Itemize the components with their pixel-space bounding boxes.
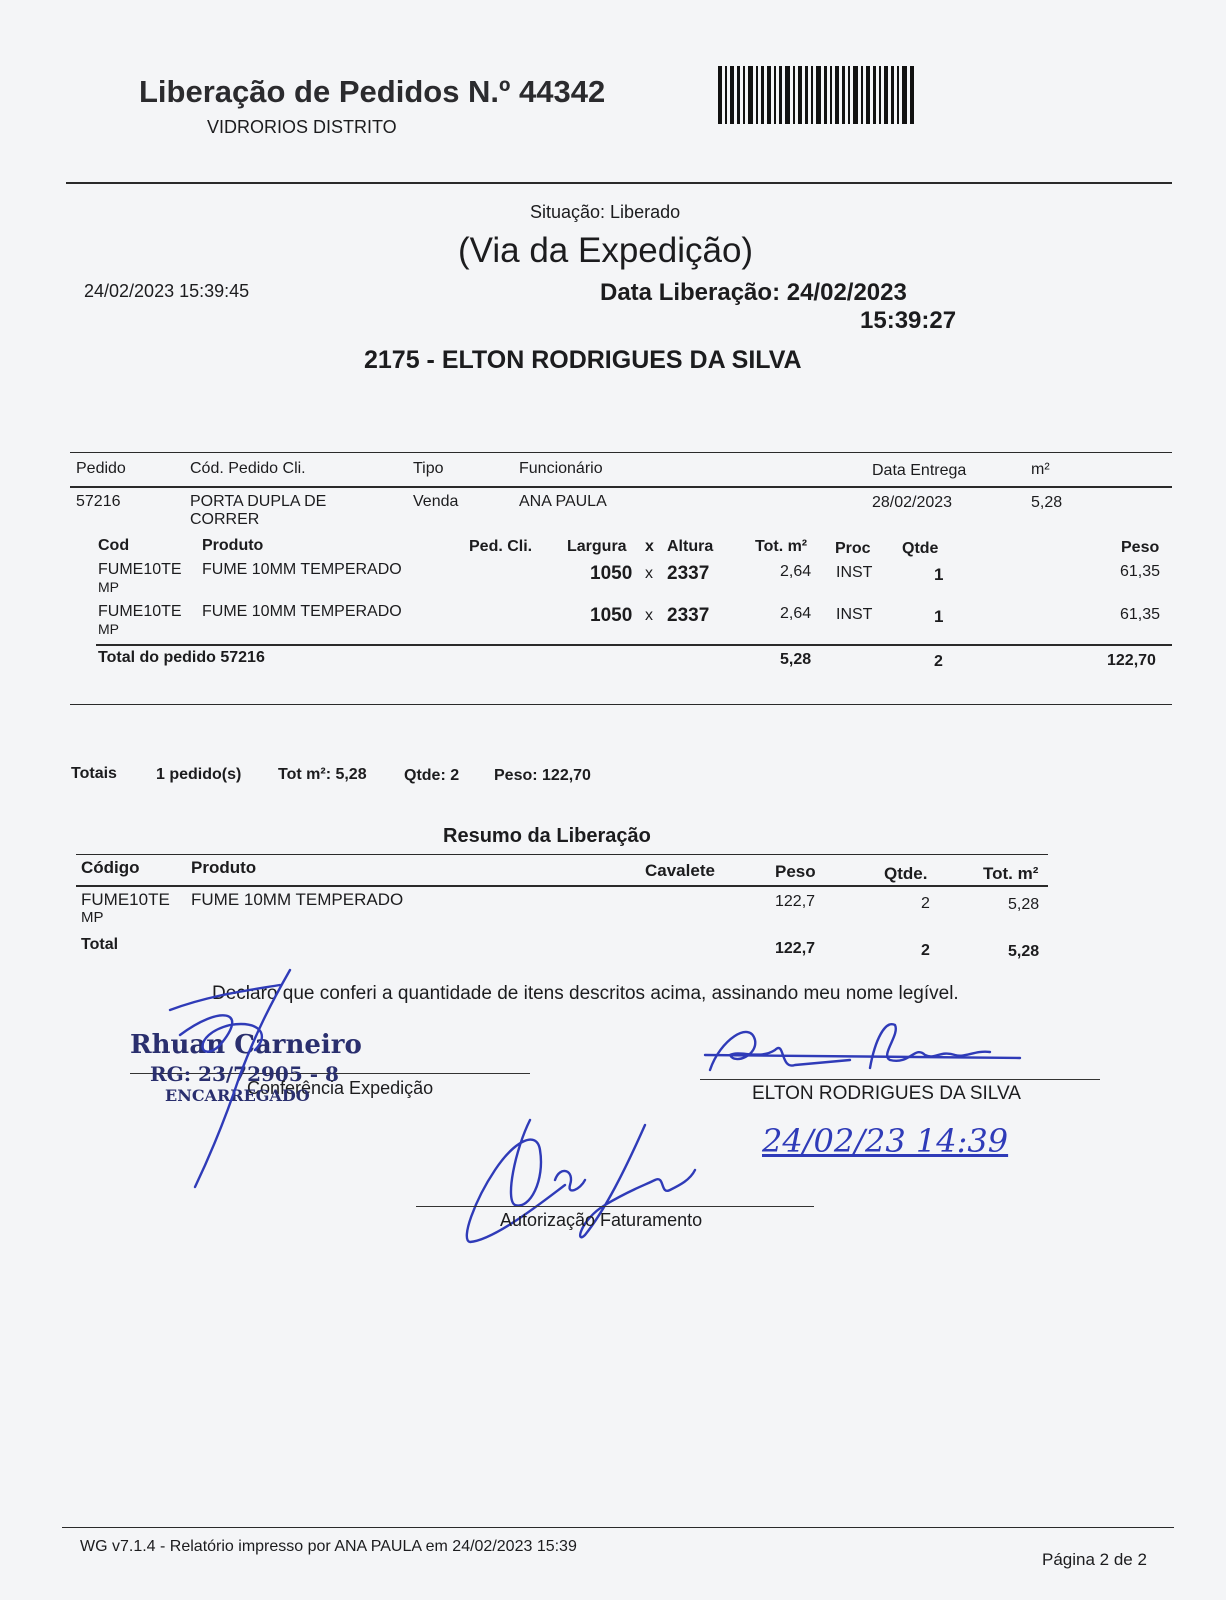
- col-funcionario: Funcionário: [519, 460, 603, 477]
- item-col-ped-cli: Ped. Cli.: [469, 538, 533, 555]
- item-qtde: 1: [934, 565, 944, 584]
- item-cod-line2: MP: [98, 621, 119, 637]
- release-date: Data Liberação: 24/02/2023: [600, 279, 907, 306]
- col-pedido: Pedido: [76, 460, 126, 477]
- item-col-cod: Cod: [98, 537, 130, 554]
- order-table-top-line: [70, 452, 1172, 453]
- handwritten-date: 24/02/23 14:39: [762, 1122, 1009, 1160]
- summary-produto: FUME 10MM TEMPERADO: [191, 890, 404, 909]
- item-produto: FUME 10MM TEMPERADO: [202, 603, 402, 620]
- item-largura: 1050: [590, 605, 633, 626]
- item-largura: 1050: [590, 563, 633, 584]
- item-col-peso: Peso: [1121, 539, 1160, 556]
- summary-col-cavalete: Cavalete: [645, 861, 715, 880]
- summary-col-codigo: Código: [81, 858, 140, 877]
- summary-col-produto: Produto: [191, 858, 257, 877]
- col-data-entrega: Data Entrega: [872, 462, 967, 479]
- summary-total-label: Total: [81, 936, 119, 953]
- item-qtde: 1: [934, 607, 944, 626]
- order-data-entrega: 28/02/2023: [872, 494, 953, 511]
- item-col-produto: Produto: [202, 537, 264, 554]
- summary-title: Resumo da Liberação: [443, 825, 651, 847]
- item-altura: 2337: [667, 605, 710, 626]
- order-cod-cli-line2: CORRER: [190, 511, 260, 528]
- summary-col-tot-m2: Tot. m²: [983, 864, 1039, 883]
- client-signature: [700, 1010, 1030, 1085]
- col-cod-pedido-cli: Cód. Pedido Cli.: [190, 460, 306, 477]
- totals-pedidos: 1 pedido(s): [156, 766, 242, 783]
- conferencia-stamp-name: Rhuan Carneiro: [130, 1030, 362, 1060]
- footer-printed-by: WG v7.1.4 - Relatório impresso por ANA PAULA em 24/02/2023 15:39: [80, 1538, 577, 1555]
- item-cod-line2: MP: [98, 579, 119, 595]
- summary-total-peso: 122,7: [775, 940, 816, 957]
- order-total-peso: 122,70: [1107, 652, 1156, 669]
- item-col-qtde: Qtde: [902, 540, 939, 557]
- summary-tot-m2: 5,28: [1008, 896, 1040, 913]
- totals-label: Totais: [71, 765, 117, 782]
- order-funcionario: ANA PAULA: [519, 493, 607, 510]
- document-title: Liberação de Pedidos N.º 44342: [139, 74, 606, 109]
- autorizacao-signature-line: [416, 1206, 814, 1207]
- totals-m2: Tot m²: 5,28: [278, 766, 367, 783]
- summary-col-peso: Peso: [775, 862, 816, 881]
- client-signature-line: [700, 1079, 1100, 1080]
- item-x: x: [645, 565, 653, 582]
- order-cod-cli-line1: PORTA DUPLA DE: [190, 493, 327, 510]
- item-tot-m2: 2,64: [780, 605, 812, 622]
- release-time: 15:39:27: [860, 307, 957, 334]
- item-cod-line1: FUME10TE: [98, 603, 182, 620]
- autorizacao-label: Autorização Faturamento: [500, 1210, 703, 1230]
- conferencia-signature: [160, 965, 310, 1195]
- item-altura: 2337: [667, 563, 710, 584]
- order-total-qtde: 2: [934, 653, 943, 670]
- order-total-line: [96, 644, 1172, 646]
- summary-col-qtde: Qtde.: [884, 864, 928, 883]
- item-proc: INST: [836, 606, 873, 623]
- footer-line: [62, 1527, 1174, 1528]
- client-signature-name: ELTON RODRIGUES DA SILVA: [752, 1083, 1021, 1104]
- order-header-line: [70, 486, 1172, 488]
- barcode: [718, 66, 914, 124]
- status-text: Situação: Liberado: [530, 202, 681, 222]
- order-m2: 5,28: [1031, 494, 1063, 511]
- company-name: VIDRORIOS DISTRITO: [207, 117, 397, 137]
- item-col-proc: Proc: [835, 540, 871, 557]
- order-total-m2: 5,28: [780, 651, 812, 668]
- item-col-largura: Largura: [567, 538, 627, 555]
- summary-total-tot-m2: 5,28: [1008, 943, 1040, 960]
- order-pedido: 57216: [76, 493, 121, 510]
- item-peso: 61,35: [1120, 563, 1161, 580]
- print-datetime: 24/02/2023 15:39:45: [84, 281, 250, 301]
- via-title: (Via da Expedição): [458, 231, 754, 270]
- item-col-tot-m2: Tot. m²: [755, 538, 808, 555]
- item-proc: INST: [836, 564, 873, 581]
- summary-codigo-line2: MP: [81, 909, 104, 926]
- summary-codigo-line1: FUME10TE: [81, 890, 170, 909]
- item-produto: FUME 10MM TEMPERADO: [202, 561, 402, 578]
- order-tipo: Venda: [413, 493, 459, 510]
- totals-qtde: Qtde: 2: [404, 767, 460, 784]
- header-divider: [66, 182, 1172, 184]
- col-tipo: Tipo: [413, 460, 444, 477]
- summary-header-line: [76, 885, 1048, 887]
- totals-peso: Peso: 122,70: [494, 767, 591, 784]
- summary-qtde: 2: [921, 895, 930, 912]
- item-col-x: x: [645, 538, 654, 555]
- col-m2: m²: [1031, 461, 1050, 478]
- order-total-label: Total do pedido 57216: [98, 649, 265, 666]
- item-peso: 61,35: [1120, 606, 1161, 623]
- summary-top-line: [76, 854, 1048, 855]
- summary-total-qtde: 2: [921, 942, 930, 959]
- item-col-altura: Altura: [667, 538, 714, 555]
- summary-peso: 122,7: [775, 893, 816, 910]
- item-x: x: [645, 607, 653, 624]
- item-cod-line1: FUME10TE: [98, 561, 182, 578]
- declaration-text: Declaro que conferi a quantidade de itens descritos acima, assinando meu nome legível.: [212, 983, 959, 1004]
- footer-page-number: Página 2 de 2: [1042, 1550, 1147, 1569]
- conferencia-label: Conferência Expedição: [247, 1078, 434, 1098]
- order-table-bottom-line: [70, 704, 1172, 705]
- conferencia-stamp-rg: RG: 23/72905 - 8: [150, 1062, 339, 1086]
- client-name: 2175 - ELTON RODRIGUES DA SILVA: [364, 346, 802, 374]
- conferencia-stamp-role: ENCARREGADO: [165, 1086, 310, 1105]
- item-tot-m2: 2,64: [780, 563, 812, 580]
